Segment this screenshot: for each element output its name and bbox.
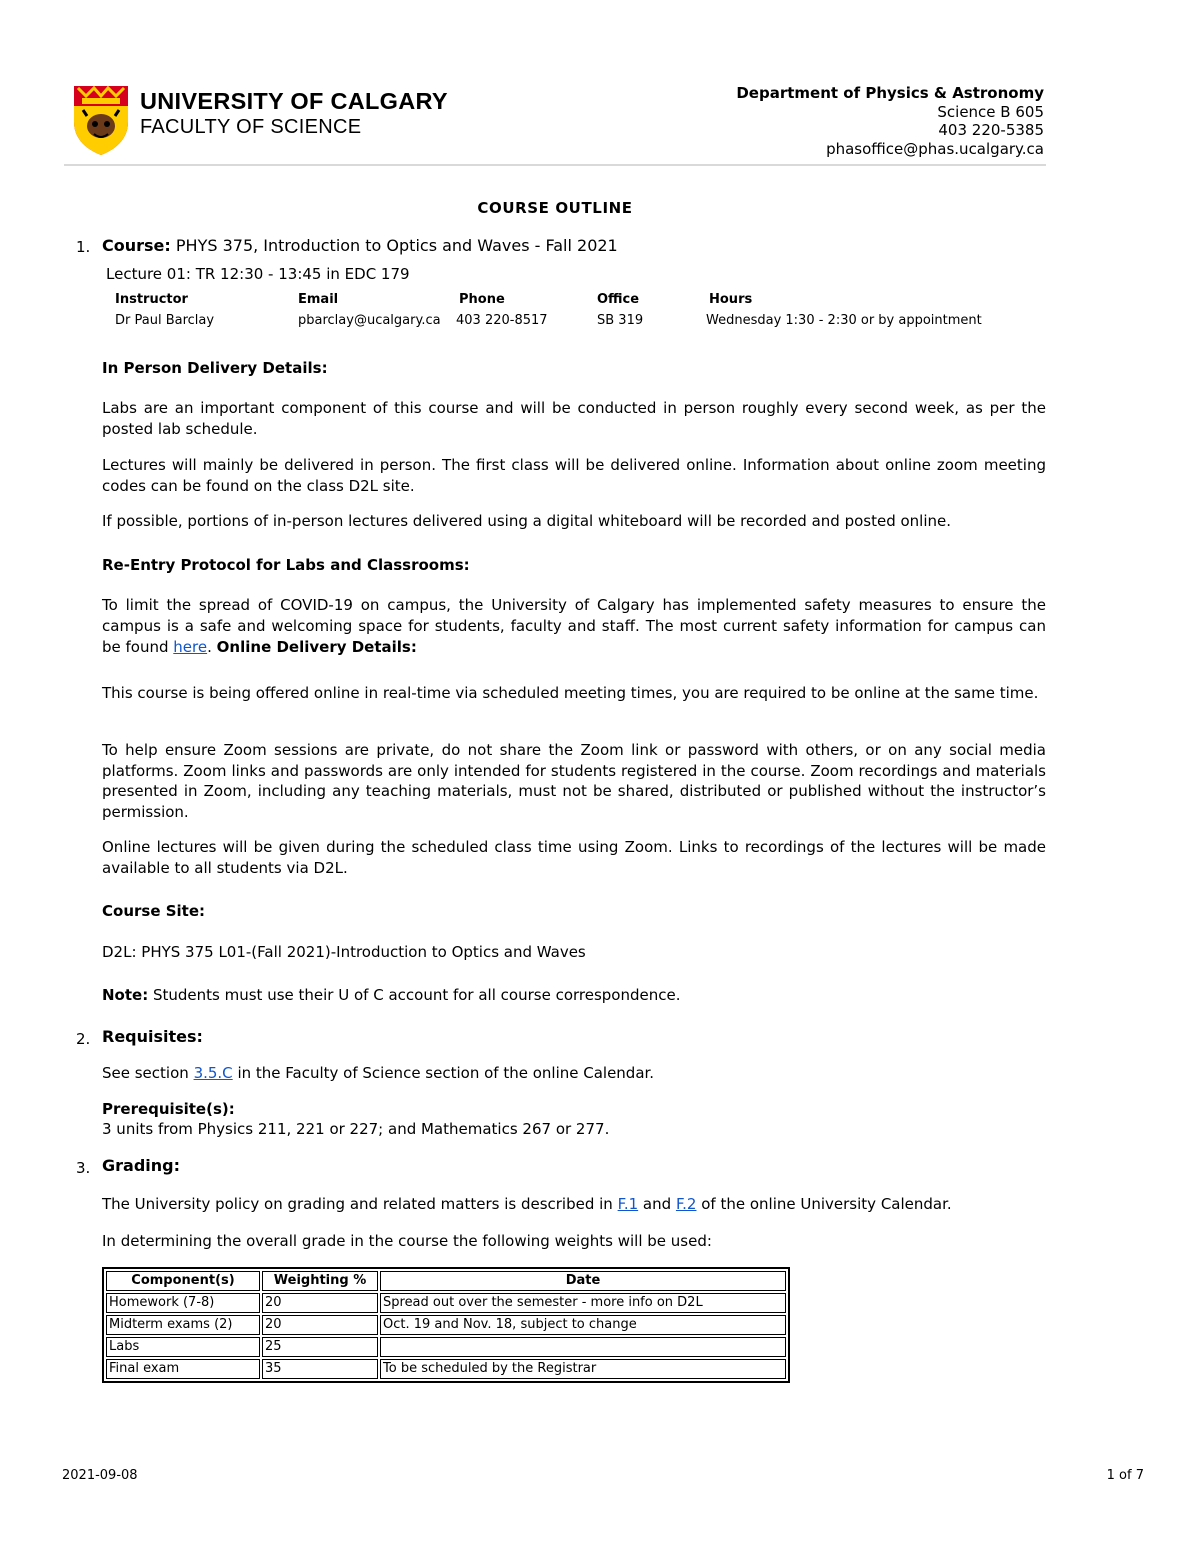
grading-policy-post: of the online University Calendar. <box>701 1195 952 1213</box>
grading-table <box>102 1267 790 1383</box>
department-phone: 403 220-5385 <box>938 121 1044 139</box>
note-line <box>102 985 681 1006</box>
grading-cell-date: Oct. 19 and Nov. 18, subject to change <box>380 1315 786 1335</box>
online-delivery-heading: Online Delivery Details: <box>216 638 417 656</box>
grading-cell-weight: 20 <box>262 1293 378 1313</box>
course-line <box>102 236 618 257</box>
grading-cell-date <box>380 1337 786 1357</box>
header-divider <box>64 164 1046 166</box>
grading-policy-line <box>102 1194 952 1215</box>
section-2-number: 2. <box>76 1030 91 1048</box>
requisites-heading: Requisites: <box>102 1027 203 1046</box>
lecture-time: Lecture 01: TR 12:30 - 13:45 in EDC 179 <box>106 265 410 283</box>
grading-col-date: Date <box>380 1271 786 1291</box>
grading-policy-and: and <box>642 1195 672 1213</box>
grading-table-header-row <box>106 1271 786 1291</box>
note-label: Note: <box>102 986 149 1004</box>
online-paragraph-2: To help ensure Zoom sessions are private, do not share the Zoom link or password with others, or on any social media platforms. Zoom links and passwords are only intended for students registered in the course. Zoom recordings and materials presented in Zoom, including any teaching materials, must not be shared, distributed or published without the instructor’s permission. <box>102 741 1046 821</box>
course-label: Course: <box>102 236 171 255</box>
grading-col-component: Component(s) <box>106 1271 260 1291</box>
grading-cell-date: To be scheduled by the Registrar <box>380 1359 786 1379</box>
grading-cell-component: Midterm exams (2) <box>106 1315 260 1335</box>
instructor-name: Dr Paul Barclay <box>115 313 215 328</box>
requisites-see-post: in the Faculty of Science section of the online Calendar. <box>237 1064 655 1082</box>
reentry-heading: Re-Entry Protocol for Labs and Classrooms: <box>102 556 470 574</box>
course-site-heading: Course Site: <box>102 902 206 920</box>
grading-cell-weight: 25 <box>262 1337 378 1357</box>
grading-heading: Grading: <box>102 1156 180 1175</box>
hours-header: Hours <box>709 292 753 307</box>
instructor-header: Instructor <box>115 292 188 307</box>
table-row <box>106 1359 786 1379</box>
grading-cell-component: Labs <box>106 1337 260 1357</box>
faculty-name: FACULTY OF SCIENCE <box>140 116 362 138</box>
in-person-paragraph-1: Labs are an important component of this course and will be conducted in person roughly every second week, as per the posted lab schedule. <box>102 399 1046 438</box>
table-row <box>106 1315 786 1335</box>
document-title: COURSE OUTLINE <box>477 199 633 217</box>
instructor-phone: 403 220-8517 <box>456 313 548 328</box>
department-name: Department of Physics & Astronomy <box>736 84 1044 102</box>
in-person-paragraph-2: Lectures will mainly be delivered in person. The first class will be delivered online. Information about online zoom meeting codes can be found on the class D2L site. <box>102 456 1046 495</box>
reentry-text: To limit the spread of COVID-19 on campus, the University of Calgary has implemented safety measures to ensure the campus is a safe and welcoming space for students, faculty and staff. The most current safety information for campus can be found <box>102 596 1046 656</box>
calendar-f2-link[interactable]: F.2 <box>675 1195 697 1213</box>
office-header: Office <box>597 292 640 307</box>
grading-policy-pre: The University policy on grading and related matters is described in <box>102 1195 613 1213</box>
course-name: PHYS 375, Introduction to Optics and Waves - Fall 2021 <box>175 236 618 255</box>
calendar-f1-link[interactable]: F.1 <box>617 1195 639 1213</box>
online-paragraph-1: This course is being offered online in real-time via scheduled meeting times, you are required to be online at the same time. <box>102 684 1039 702</box>
prerequisite-text: 3 units from Physics 211, 221 or 227; and Mathematics 267 or 277. <box>102 1120 610 1138</box>
online-paragraph-3: Online lectures will be given during the scheduled class time using Zoom. Links to recordings of the lectures will be made available to all students via D2L. <box>102 838 1046 877</box>
instructor-hours: Wednesday 1:30 - 2:30 or by appointment <box>706 313 982 328</box>
calendar-section-link[interactable]: 3.5.C <box>193 1064 233 1082</box>
department-building: Science B 605 <box>937 102 1044 121</box>
reentry-here-link[interactable]: here <box>173 638 208 656</box>
in-person-paragraph-3: If possible, portions of in-person lectures delivered using a digital whiteboard will be recorded and posted online. <box>102 512 952 530</box>
university-crest-logo <box>72 84 130 156</box>
grading-col-weighting: Weighting % <box>262 1271 378 1291</box>
footer-page-number: 1 of 7 <box>1106 1468 1144 1483</box>
grading-cell-date: Spread out over the semester - more info on D2L <box>380 1293 786 1313</box>
in-person-heading: In Person Delivery Details: <box>102 359 328 377</box>
university-name: UNIVERSITY OF CALGARY <box>140 88 448 114</box>
table-row <box>106 1337 786 1357</box>
reentry-paragraph <box>102 595 1046 658</box>
section-1-number: 1. <box>76 238 91 256</box>
grading-cell-weight: 35 <box>262 1359 378 1379</box>
footer-date: 2021-09-08 <box>62 1468 138 1483</box>
note-text: Students must use their U of C account for all course correspondence. <box>152 986 681 1004</box>
email-header: Email <box>298 292 339 307</box>
department-contact <box>736 84 1044 158</box>
grading-cell-component: Homework (7-8) <box>106 1293 260 1313</box>
section-3-number: 3. <box>76 1159 91 1177</box>
instructor-email: pbarclay@ucalgary.ca <box>298 313 441 328</box>
course-site-text: D2L: PHYS 375 L01-(Fall 2021)-Introduction to Optics and Waves <box>102 943 586 961</box>
department-email: phasoffice@phas.ucalgary.ca <box>826 139 1044 158</box>
grading-weights-intro: In determining the overall grade in the course the following weights will be used: <box>102 1232 712 1250</box>
grading-cell-weight: 20 <box>262 1315 378 1335</box>
phone-header: Phone <box>459 292 505 307</box>
table-row <box>106 1293 786 1313</box>
grading-cell-component: Final exam <box>106 1359 260 1379</box>
instructor-office: SB 319 <box>597 313 644 328</box>
requisites-see-pre: See section <box>102 1064 189 1082</box>
prerequisite-heading: Prerequisite(s): <box>102 1100 235 1118</box>
requisites-see-line <box>102 1063 654 1084</box>
reentry-period: . <box>207 638 212 656</box>
